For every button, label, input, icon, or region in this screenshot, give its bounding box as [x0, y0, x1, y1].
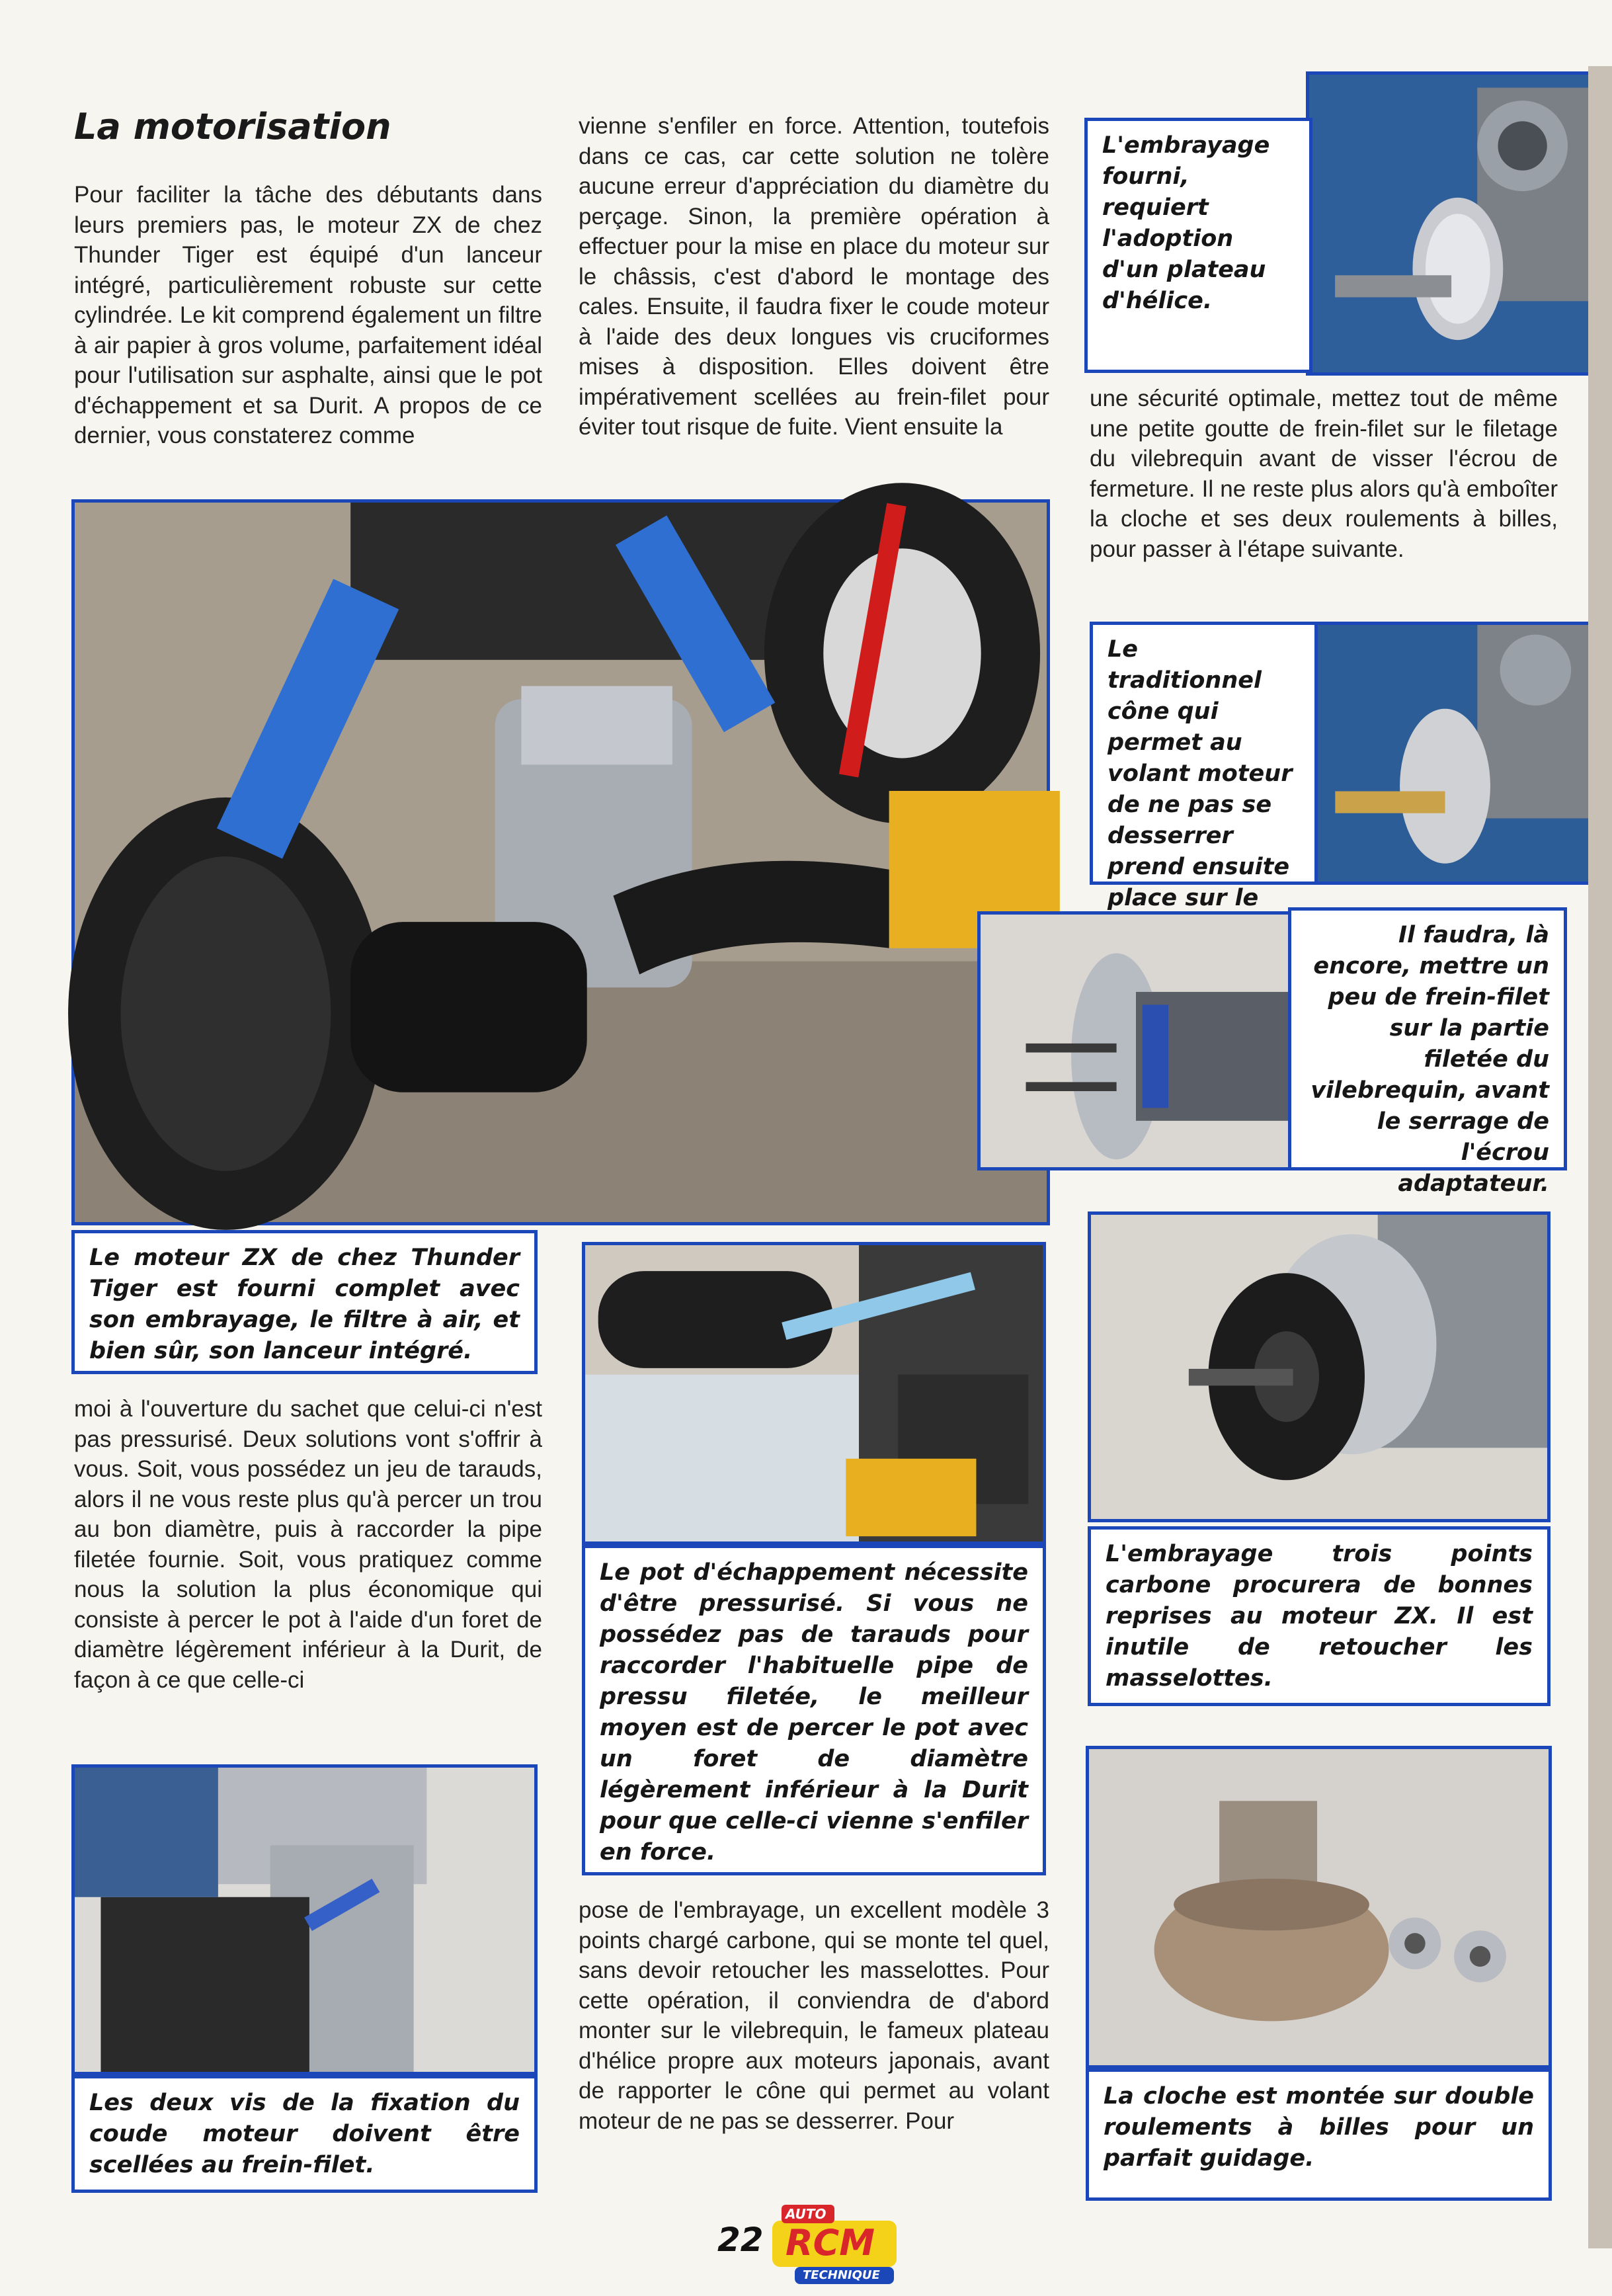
- photo-cone-crankshaft: [1312, 622, 1607, 885]
- engine-chassis-illustration: [75, 503, 1047, 1222]
- body-paragraph-col1-top: Pour faciliter la tâche des débutants dans leurs premiers pas, le moteur ZX de chez Thunder Tiger est équipé d'un lanceur intégré, particulièrement robuste sur cette cylindrée. Le kit comprend également un filtre à air papier à gros volume, parfaitement idéal pour l'utilisation sur asphalte, ainsi que le pot d'échappement et sa Durit. A propos de ce dernier, vous constaterez comme: [74, 182, 542, 448]
- photo-clutch-plate: [1306, 71, 1602, 376]
- body-paragraph-col2-bottom: pose de l'embrayage, un excellent modèle 3 points chargé carbone, qui se monte tel quel, sans devoir retoucher les masselottes. Pour cette opération, il conviendra de d'abord monter sur le vilebrequin, le fameux plateau d'hélice propre aux moteurs japonais, avant de rapporter le cône qui permet au volant moteur de ne pas se desserrer. Pour: [579, 1897, 1049, 2134]
- vis-coude-illustration: [75, 1768, 534, 2072]
- caption-embrayage-fourni: L'embrayage fourni, requiert l'adoption d'un plateau d'hélice.: [1084, 118, 1312, 373]
- photo-cloche: [1086, 1746, 1552, 2069]
- cone-crankshaft-illustration: [1316, 625, 1603, 882]
- magazine-logo: [768, 2202, 901, 2288]
- body-paragraph-col3-mid: une sécurité optimale, mettez tout de même une petite goutte de frein-filet sur le filetage du vilebrequin avant de visser l'écrou de fermeture. Il ne reste plus alors qu'à emboîter la cloche et ses deux roulements à billes, pour passer à l'étape suivante.: [1090, 386, 1558, 562]
- embrayage-carbone-illustration: [1091, 1215, 1547, 1519]
- caption-frein-filet: Il faudra, là encore, mettre un peu de frein-filet sur la partie filetée du vilebrequin, avant le serrage de l'écrou adaptateur.: [1288, 907, 1567, 1170]
- caption-vis: Les deux vis de la fixation du coude moteur doivent être scellées au frein-filet.: [71, 2075, 538, 2193]
- page-number: 22: [717, 2221, 764, 2259]
- logo-top-text: AUTO: [786, 2206, 826, 2222]
- frein-filet-illustration: [981, 915, 1291, 1167]
- caption-embrayage-carbone: L'embrayage trois points carbone procurera de bonnes reprises au moteur ZX. Il est inutile de retoucher les masselottes.: [1088, 1526, 1551, 1706]
- body-paragraph-col1-mid: moi à l'ouverture du sachet que celui-ci n'est pas pressurisé. Deux solutions vont s'offrir à vous. Soit, vous possédez un jeu de tarauds, alors il ne vous reste plus qu'à percer un trou au bon diamètre, puis à raccorder la pipe filetée fournie. Soit, vous pratiquez comme nous la solution la plus économique qui consiste à percer le pot à l'aide d'un foret de diamètre légèrement inférieur à la Durit, de façon à ce que celle-ci: [74, 1396, 542, 1693]
- cloche-illustration: [1089, 1749, 1549, 2065]
- photo-frein-filet: [977, 911, 1295, 1170]
- page-edge: [1588, 66, 1612, 2248]
- logo-bottom-text: TECHNIQUE: [803, 2268, 880, 2282]
- photo-embrayage-carbone: [1088, 1211, 1551, 1522]
- logo-main-text: RCM: [786, 2222, 875, 2264]
- caption-moteur-zx: Le moteur ZX de chez Thunder Tiger est fourni complet avec son embrayage, le filtre à air, et bien sûr, son lanceur intégré.: [71, 1230, 538, 1374]
- photo-vis-coude: [71, 1764, 538, 2075]
- caption-cloche: La cloche est montée sur double roulements à billes pour un parfait guidage.: [1086, 2069, 1552, 2201]
- body-paragraph-col2-top: vienne s'enfiler en force. Attention, toutefois dans ce cas, car cette solution ne tolère aucune erreur d'appréciation du diamètre du perçage. Sinon, la première opération à effectuer pour la mise en place du moteur sur le châssis, c'est d'abord le montage des cales. Ensuite, il faudra fixer le coude moteur à l'aide des deux longues vis cruciformes mises à disposition. Elles doivent être impérativement scellées au frein-filet pour éviter tout risque de fuite. Vient ensuite la: [579, 113, 1049, 440]
- pot-echappement-illustration: [585, 1245, 1043, 1541]
- clutch-plate-illustration: [1309, 75, 1599, 372]
- photo-pot-echappement: [582, 1242, 1046, 1545]
- photo-engine-chassis: [71, 499, 1050, 1225]
- article-title: La motorisation: [74, 106, 391, 147]
- caption-pot: Le pot d'échappement nécessite d'être pressurisé. Si vous ne possédez pas de tarauds pour raccorder l'habituelle pipe de pressu filetée, le meilleur moyen est de percer le pot avec un foret de diamètre légèrement inférieur à la Durit pour que celle-ci vienne s'enfiler en force.: [582, 1545, 1046, 1875]
- caption-cone: Le traditionnel cône qui permet au volant moteur de ne pas se desserrer prend ensuite place sur le: [1090, 622, 1318, 885]
